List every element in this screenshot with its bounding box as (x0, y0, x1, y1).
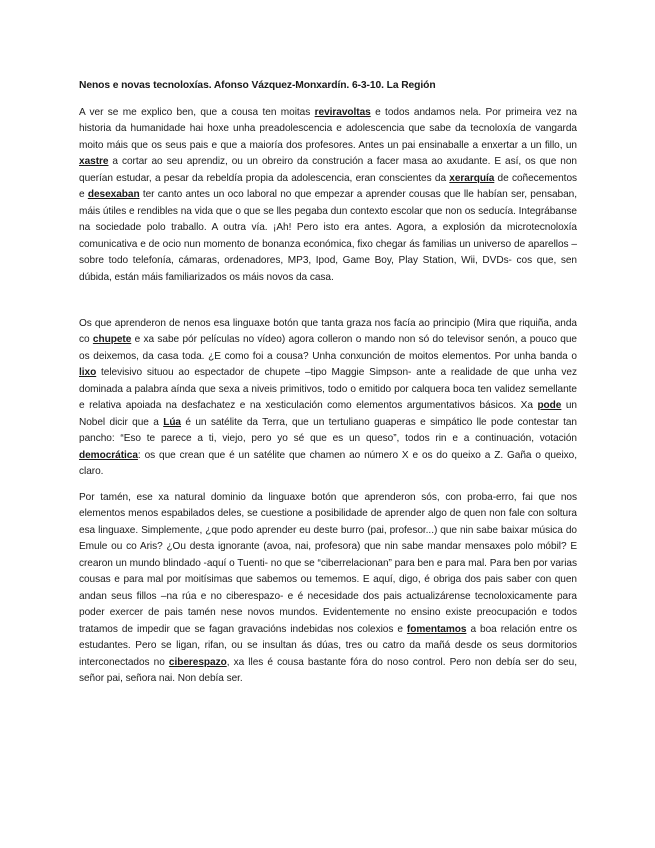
text-run: e todos andamos nela. Por primeira vez na historia da humanidade hai hoxe unha preadolescencia e adolescencia que sabe da tecnoloxía de vangarda moito máis que os seus pais e que a maioría dos profesores. Antes un pai ensinaballe a enxertar a un fillo, un (79, 107, 577, 151)
text-run: ter canto antes un oco laboral no que empezar a aprender cousas que lle habían ser, pensaban, máis útiles e rendibles na vida que o que se lles pegaba dun contexto escolar que non os seducía. Integrábanse na sociedade polo traballo. A outra vía. ¡Ah! Pero isto era antes. Agora, a explosión da microtecnoloxía comunicativa e de ocio nun momento de bonanza económica, fixo chegar ás familias un universo de aparellos –sobre todo telefonía, cámaras, ordenadores, MP3, Ipod, Game Boy, Play Station, Wii, DVDs- cos que, sen dúbida, están máis familiarizados os máis novos da casa. (79, 189, 577, 283)
keyword: democrática (79, 449, 138, 461)
keyword: fomentamos (406, 623, 467, 635)
text-run: : os que crean que é un satélite que chamen ao número X e os do queixo a Z. Gaña o queixo, claro. (79, 449, 577, 478)
text-run: e xa sabe pór películas no vídeo) agora colleron o mando non só do televisor senón, a pouco que os deixemos, da casa toda. ¿E como foi a cousa? Unha conxunción de moitos elementos. Por unha banda o (79, 334, 577, 362)
text-run: , xa lles é cousa bastante fóra do noso control. Pero non debía ser do seu, señor pai, señora nai. Non debía ser. (79, 656, 577, 684)
text-run: Os que aprenderon de nenos esa linguaxe botón que tanta graza nos facía ao principio (Mira que riquiña, anda co (79, 318, 577, 346)
keyword: Lúa (163, 416, 181, 428)
text-run: de coñecementos e (79, 172, 578, 201)
text-run: a cortar ao seu aprendiz, ou un obreiro da construción a facer masa ao axudante. E así, os que non querían estudar, a pesar da rebeldía propia da adolescencia, eran conscientes da (79, 156, 577, 184)
text-run: televisivo situou ao espectador de chupete –tipo Maggie Simpson- ante a realidade de que unha vez dominada a palabra aínda que sexa a niveis primitivos, todo o emitido por calquera boca ten validez semellante e relativa apoiada na desfachatez e na xesticulación como elementos argumentativos básicos. Xa (79, 367, 577, 412)
keyword: lixo (79, 367, 97, 379)
keyword: reviravoltas (314, 107, 371, 118)
text-run: a boa relación entre os estudantes. Pero se ligan, rifan, ou se insultan ás dúas, tres ou catro da mañá desde os seus dormitorios interconectados no (79, 623, 577, 668)
paragraph-2 (79, 316, 577, 481)
keyword: xerarquía (449, 172, 495, 184)
text-run: A ver se me explico ben, que a cousa ten moitas (79, 107, 315, 118)
paragraph-3 (79, 490, 577, 687)
text-run: un Nobel dicir que a (79, 400, 577, 428)
paragraph-1 (79, 105, 577, 286)
text-run: Por tamén, ese xa natural dominio da linguaxe botón que aprenderon sós, con proba-erro, fai que nos elementos menos espabilados deles, se cuestione a posibilidade de aprender algo de quen non fale con soltura esa linguaxe. Simplemente, ¿que podo aprender eu deste burro (pai, profesor...) que nin sabe baixar música do Emule ou co Aris? ¿Ou desta ignorante (avoa, nai, profesora) que nin sabe mandar mensaxes polo móbil? E crearon un mundo blindado -aquí o Tuenti- no que se “ciberrelacionan” para ben e para mal. Para ben por varias cousas e para mal por moitísimas que sabemos ou tememos. E aquí, digo, é obriga dos pais saber con quen andan seus fillos –na rúa e no ciberespazo- e é necesidade dos pais actualizárense tecnoloxicamente para poder exercer de pais tamén nese novos mundos. Evidentemente no ensino existe preocupación e todos tratamos de impedir que se fagan gravacións indebidas nos colexios e (79, 492, 577, 635)
text-run: é un satélite da Terra, que un tertuliano guaperas e simpático lle pode contestar tan pancho: “Eso te parece a ti, viejo, pero yo sé que es un queso”, todos rin e a continuación, votación (79, 416, 578, 445)
document-title: Nenos e novas tecnoloxías. Afonso Vázquez-Monxardín. 6-3-10. La Región (79, 80, 436, 91)
keyword: xastre (79, 156, 109, 168)
keyword: desexaban (87, 189, 140, 201)
keyword: pode (537, 400, 562, 412)
keyword: chupete (92, 334, 132, 346)
keyword: ciberespazo (168, 656, 227, 668)
